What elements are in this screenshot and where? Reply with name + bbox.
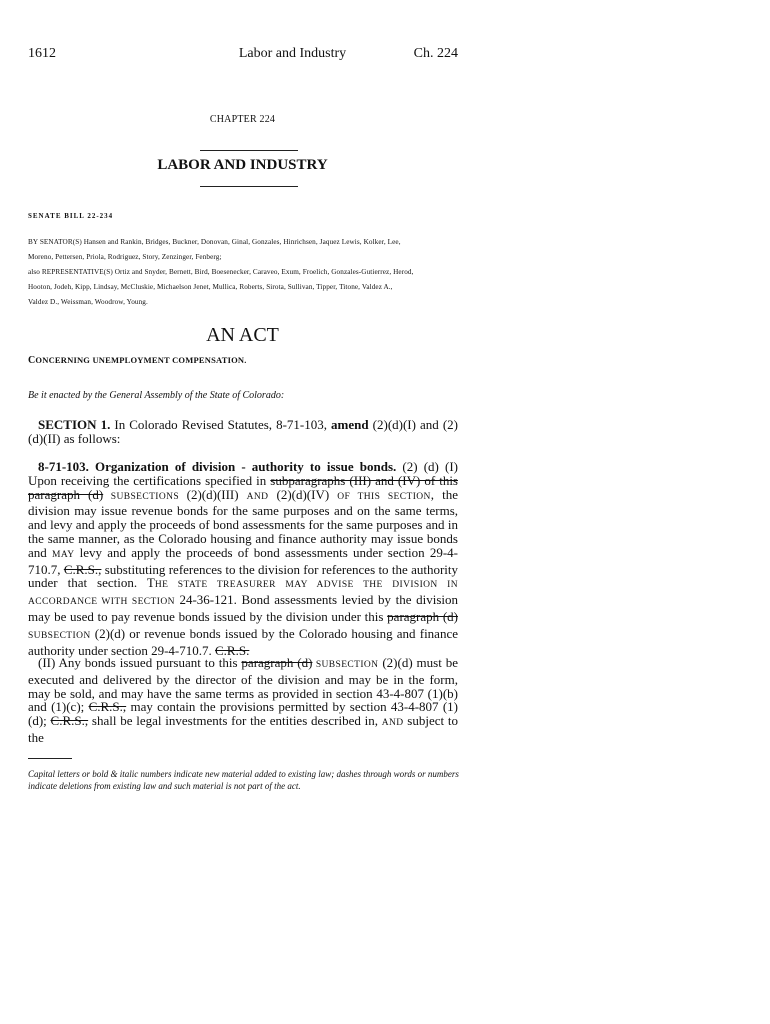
added-text: SUBSECTIONS (103, 491, 187, 502)
enacting-clause: Be it enacted by the General Assembly of the State of Colorado: (28, 390, 285, 401)
concerning-clause (28, 355, 247, 366)
deleted-text: C.R.S., (63, 561, 102, 577)
deleted-text: subparagraphs (III) and (IV) of this paragraph (d) (28, 472, 458, 502)
sponsor-line: Hooton, Jodeh, Kipp, Lindsay, McCluskie, Michaelson Jenet, Mullica, Roberts, Sirota, Sullivan, Tipper, Titone, Valdez A., (28, 283, 393, 291)
paragraph-d-i: 8-71-103. Organization of division - authority to issue bonds. (2) (d) (I) Upon receiving the certifications specified in subparagraphs (III) and (IV) of this paragraph (d) SUBSECTIONS (2)(d)(III) AND (2)(d)(IV) OF THIS SECTION, the division may issue revenue bonds for the same purposes and on the same terms, and levy and apply the proceeds of bond assessments for the same purposes and in the same manner, as the Colorado housing and finance authority may issue bonds and MAY levy and apply the proceeds of bond assessments under section 29-4-710.7, C.R.S., substituting references to the division for references to the authority under that section. THE STATE TREASURER MAY ADVISE THE DIVISION IN ACCORDANCE WITH SECTION 24-36-121. Bond assessments levied by the division may be used to pay revenue bonds issued by the division under this paragraph (d) SUBSECTION (2)(d) or revenue bonds issued by the Colorado housing and finance authority under section 29-4-710.7. C.R.S. (28, 459, 459, 658)
footnote-rule (28, 758, 72, 759)
sponsors-list (28, 235, 460, 310)
page-number: 1612 (28, 46, 56, 61)
deleted-text: paragraph (d) (387, 608, 458, 624)
act-title: AN ACT (206, 324, 279, 346)
bill-number: SENATE BILL 22-234 (28, 212, 114, 220)
deleted-text: paragraph (d) (241, 655, 313, 670)
deleted-text: C.R.S., (88, 699, 127, 715)
deleted-text: C.R.S., (50, 713, 89, 729)
added-text: AND (381, 718, 404, 729)
running-title: Labor and Industry (238, 46, 347, 61)
deleted-text: C.R.S. (215, 642, 250, 658)
sponsor-line: Valdez D., Weissman, Woodrow, Young. (28, 298, 148, 306)
section-1: SECTION 1. In Colorado Revised Statutes, 8-71-103, amend (2)(d)(I) and (2)(d)(II) as follows: (28, 417, 458, 446)
section-label: SECTION 1. (38, 417, 111, 432)
added-text: OF THIS SECTION (337, 491, 431, 502)
added-text: MAY (51, 549, 75, 560)
sponsor-line: Moreno, Pettersen, Priola, Rodriguez, Story, Zenzinger, Fenberg; (28, 253, 222, 261)
concerning-text: ONCERNING UNEMPLOYMENT COMPENSATION. (35, 355, 247, 365)
added-text: SUBSECTION (312, 660, 379, 670)
chapter-heading: CHAPTER 224 (209, 114, 276, 125)
sponsor-line: BY SENATOR(S) Hansen and Rankin, Bridges, Buckner, Donovan, Ginal, Gonzales, Hinrichsen, Jaquez Lewis, Kolker, Lee, (28, 238, 401, 246)
document-title: LABOR AND INDUSTRY (157, 157, 328, 173)
footnote: Capital letters or bold & italic numbers indicate new material added to existing law; dashes through words or numbers indicate deletions from existing law and such material is not part of the act. (28, 769, 459, 791)
added-text: AND (246, 491, 269, 502)
title-rule-bottom (200, 186, 298, 187)
paragraph-d-ii: (II) Any bonds issued pursuant to this paragraph (d) SUBSECTION (2)(d) must be executed and delivered by the director of the division and may be in the form, may be sold, and may have the same terms as provided in section 43-4-807 (1)(b) and (1)(c); C.R.S., may contain the provisions permitted by section 43-4-807 (1)(d); C.R.S., shall be legal investments for the entities described in, AND subject to the (28, 655, 459, 745)
added-text: SUBSECTION (28, 630, 91, 641)
concerning-initial: C (28, 355, 36, 366)
title-rule-top (200, 150, 298, 151)
sponsor-line: also REPRESENTATIVE(S) Ortiz and Snyder, Bernett, Bird, Boesenecker, Caraveo, Exum, Froelich, Gonzales-Gutierrez, Herod, (28, 268, 414, 276)
chapter-reference: Ch. 224 (413, 46, 458, 61)
statute-heading: 8-71-103. Organization of division - authority to issue bonds. (38, 459, 397, 474)
added-text: HE STATE TREASURER MAY ADVISE THE DIVISION IN ACCORDANCE WITH SECTION (28, 580, 458, 608)
amend-keyword: amend (331, 417, 369, 432)
